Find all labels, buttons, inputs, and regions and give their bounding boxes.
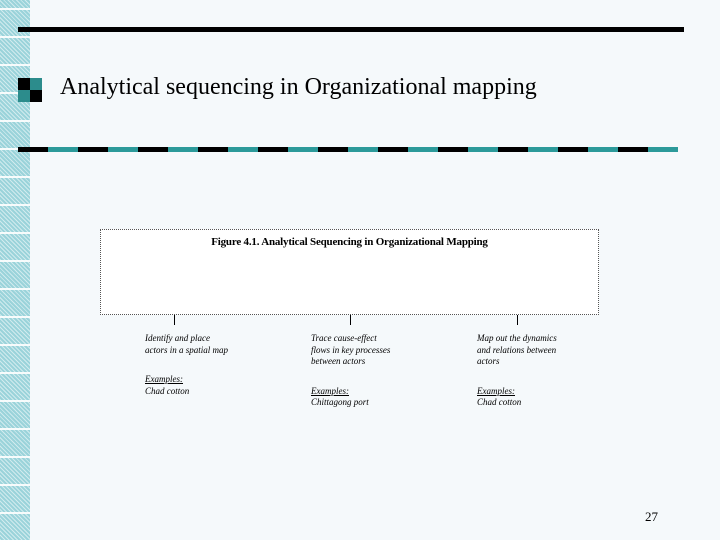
- step-column-2: [311, 333, 451, 409]
- step-column-3: [477, 333, 617, 409]
- figure-caption: Figure 4.1. Analytical Sequencing in Organizational Mapping: [211, 236, 488, 248]
- examples-value: Chittagong port: [311, 397, 369, 407]
- examples-label: Examples:: [311, 385, 349, 396]
- step-connector-2: [350, 315, 351, 325]
- examples-value: Chad cotton: [145, 385, 190, 396]
- figure-box: [100, 229, 599, 315]
- examples-value: Chad cotton: [477, 397, 522, 407]
- step-column-1: [145, 333, 285, 397]
- title-underline-rule: [18, 147, 678, 152]
- examples-label: Examples:: [145, 374, 183, 384]
- slide-title: Analytical sequencing in Organizational mapping: [60, 74, 537, 100]
- title-bullet-icon: [18, 78, 42, 102]
- step-connector-1: [174, 315, 175, 325]
- step-description: Trace cause-effect flows in key processes between actors: [311, 333, 391, 366]
- top-rule: [18, 27, 684, 32]
- step-description: Map out the dynamics and relations between actors: [477, 333, 557, 366]
- step-connector-3: [517, 315, 518, 325]
- examples-label: Examples:: [477, 385, 515, 396]
- step-description: Identify and place actors in a spatial map: [145, 333, 229, 355]
- page-number: 27: [645, 509, 658, 524]
